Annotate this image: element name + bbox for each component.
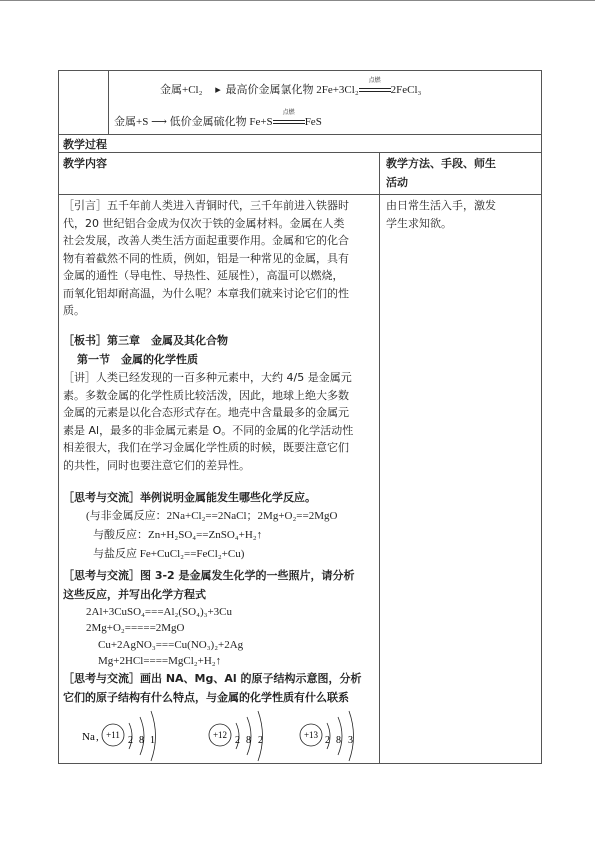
think1-title: ［思考与交流］举例说明金属能发生哪些化学反应。 (63, 491, 316, 504)
board-section: 第一节 金属的化学性质 (77, 353, 198, 366)
eq2-rhs: 低价金属硫化物 Fe+S (169, 116, 273, 128)
shell-electrons: 2 (235, 735, 240, 746)
intro-line: ［引言］五千年前人类进入青铜时代，三千年前进入铁器时 (63, 199, 349, 212)
think3-title-line2: 它们的原子结构有什么特点，与金属的化学性质有什么联系 (63, 691, 349, 704)
nucleus-charge: +12 (212, 730, 228, 740)
lecture-line: 相差很大，我们在学习金属化学性质的时候，既要注意它们 (63, 441, 349, 454)
top-box-divider (108, 70, 109, 134)
atom-mg (209, 711, 263, 761)
shell-electrons: 8 (246, 735, 251, 746)
method-line: 由日常生活入手，激发 (386, 199, 496, 212)
lecture-line: 金属的元素是以化合态形式存在。地壳中含量最多的金属元 (63, 406, 349, 419)
eq1-condition: 点燃 (368, 78, 381, 84)
think2-equation: 2Mg+O₂=====2MgO (86, 622, 185, 634)
intro-line: 物有着截然不同的性质，例如，铝是一种常见的金属，具有 (63, 251, 349, 265)
intro-paragraph (63, 197, 349, 320)
lecture-line: 素。多数金属的化学性质比较活泼，因此，地球上绝大多数 (63, 388, 349, 402)
atom-al (300, 711, 354, 761)
think3-title-line1: ［思考与交流］画出 NA、Mg、Al 的原子结构示意图，分析 (63, 672, 362, 685)
eq1-sign (359, 78, 391, 96)
think2-equation: 2Al+3CuSO₄===Al₂(SO₄)₃+3Cu (86, 606, 232, 618)
eq1-product: 2FeCl₃ (390, 84, 422, 96)
arrow-icon: ▸ (215, 84, 221, 96)
eq1-rhs: 最高价金属氯化物 2Fe+3Cl₂ (225, 84, 359, 96)
shell-electrons: 8 (139, 735, 144, 746)
think2-title-line1: ［思考与交流］图 3-2 是金属发生化学的一些照片，请分析 (63, 569, 355, 582)
eq2-condition: 点燃 (282, 110, 295, 116)
eq2-lhs: 金属+S (114, 116, 149, 128)
think2-equation: Cu+2AgNO₃===Cu(NO₃)₂+2Ag (98, 639, 244, 651)
shell-electrons: 1 (150, 735, 155, 746)
equation-sulfur (114, 110, 322, 128)
nucleus-charge: +11 (106, 730, 120, 740)
think2-title-line2: 这些反应，并写出化学方程式 (63, 588, 206, 601)
intro-line: 社会发展，改善人类生活方面起重要作用。金属和它的化合 (63, 234, 349, 247)
intro-line: 代，20 世纪铝合金成为仅次于铁的金属材料。金属在人类 (63, 216, 345, 230)
arrow-icon: ⟶ (151, 116, 167, 128)
lecture-line: ［讲］人类已经发现的一百多种元素中，大约 4/5 是金属元 (63, 371, 352, 384)
lecture-paragraph (63, 369, 353, 474)
header-method-line2: 活动 (386, 176, 408, 189)
shell-electrons: 8 (336, 735, 341, 746)
equation-chlorine (160, 78, 422, 96)
think2-equation: Mg+2HCl====MgCl₂+H₂↑ (98, 655, 222, 667)
row-divider-1 (58, 134, 542, 135)
intro-line: 质。 (63, 304, 85, 317)
atom-label-comma: , (96, 731, 99, 743)
row-divider-2 (58, 152, 542, 153)
atom-na (82, 711, 156, 761)
shell-electrons: 2 (325, 735, 330, 746)
shell-electrons: 2 (258, 735, 263, 746)
header-method-line1: 教学方法、手段、师生 (386, 157, 496, 170)
intro-line: 金属的通性（导电性、导热性、延展性），高温可以燃烧， (63, 269, 344, 282)
row-divider-3 (58, 194, 542, 195)
think1-line: 与盐反应 Fe+CuCl₂==FeCl₂+Cu) (93, 548, 245, 560)
lecture-line: 素是 Al，最多的非金属元素是 O。不同的金属的化学活动性 (63, 423, 354, 437)
shell-electrons: 2 (128, 735, 133, 746)
think1-line: (与非金属反应：2Na+Cl₂==2NaCl；2Mg+O₂==2MgO (86, 510, 338, 522)
eq1-lhs: 金属+Cl₂ (160, 84, 203, 96)
eq2-product: FeS (304, 116, 322, 128)
method-line: 学生求知欲。 (386, 216, 452, 230)
page-top-rule (0, 0, 595, 1)
eq2-sign (273, 110, 305, 128)
column-divider (379, 152, 380, 764)
nucleus-charge: +13 (303, 730, 319, 740)
shell-electrons: 3 (348, 735, 353, 746)
intro-line: 而氧化铝却耐高温，为什么呢？本章我们就来讨论它们的性 (63, 286, 349, 300)
header-content: 教学内容 (63, 157, 107, 170)
atomic-structure-diagrams (60, 705, 378, 763)
think1-line: 与酸反应：Zn+H₂SO₄==ZnSO₄+H₂↑ (93, 529, 263, 541)
board-title: ［板书］第三章 金属及其化合物 (63, 334, 228, 347)
lecture-line: 的共性，同时也要注意它们的差异性。 (63, 458, 250, 472)
atom-label: Na (82, 731, 95, 743)
section-label: 教学过程 (63, 138, 107, 151)
method-text (386, 197, 496, 232)
